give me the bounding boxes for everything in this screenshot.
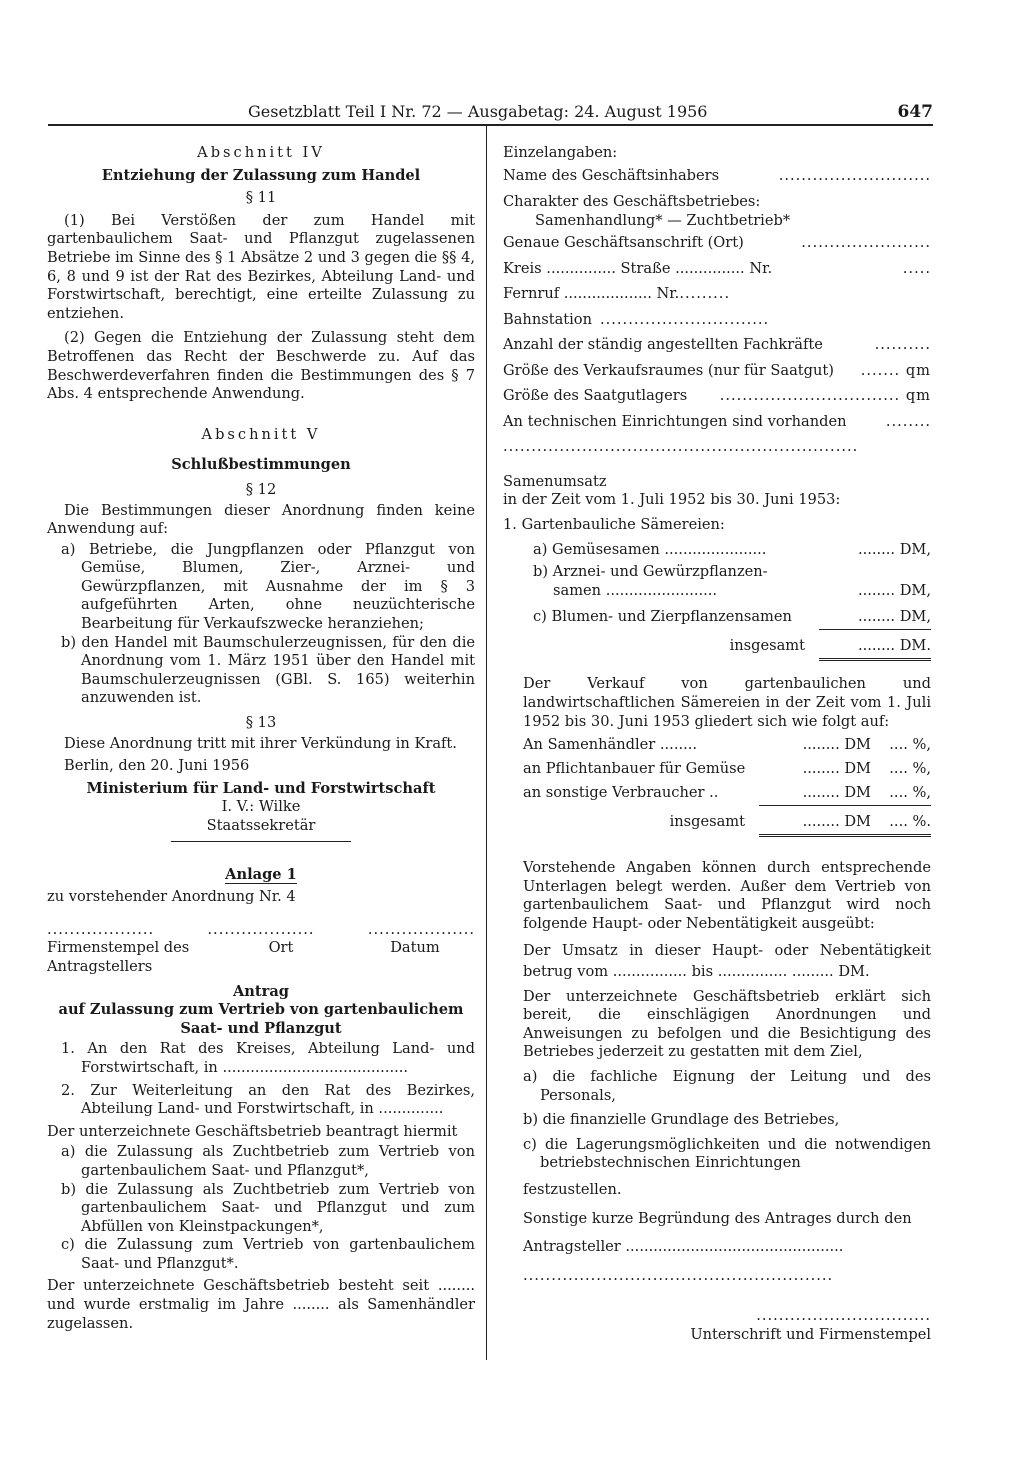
paragraph-number: § 12 bbox=[245, 480, 277, 498]
dotted-line: ....................................................... bbox=[523, 1266, 834, 1284]
samenumsatz-label: Samenumsatz bbox=[503, 472, 607, 490]
form-field: Größe des Verkaufsraumes (nur für Saatgut) ....... qm bbox=[503, 361, 931, 379]
list-item: a) die fachliche Eignung der Leitung und des Personals, bbox=[523, 1068, 931, 1104]
festzustellen-text: festzustellen. bbox=[523, 1180, 622, 1198]
amount-row: a) Gemüsesamen ...................... ........ DM, bbox=[533, 541, 931, 559]
page-header bbox=[48, 102, 933, 126]
right-column bbox=[503, 144, 931, 1345]
list-item: c) die Zulassung zum Vertrieb von gartenbaulichem Saat- und Pflanzgut*. bbox=[61, 1236, 475, 1272]
signature-labels-row bbox=[47, 939, 475, 976]
list-item: 1. An den Rat des Kreises, Abteilung Land- und Forstwirtschaft, in ........................................ bbox=[61, 1040, 475, 1076]
form-field: Kreis ............... Straße ............... Nr. ..... bbox=[503, 259, 931, 277]
list-item: 1. Gartenbauliche Sämereien: bbox=[503, 515, 725, 533]
list-item: 2. Zur Weiterleitung an den Rat des Bezirkes, Abteilung Land- und Forstwirtschaft, in .............. bbox=[61, 1081, 475, 1118]
ministry-name: Ministerium für Land- und Forstwirtschaft bbox=[86, 779, 436, 797]
sales-total-row: insgesamt ........ DM .... %. bbox=[503, 810, 931, 837]
signature-dots: ............................... bbox=[756, 1307, 931, 1325]
signature-dots: ................... bbox=[207, 920, 315, 938]
section-title: Schlußbestimmungen bbox=[171, 456, 351, 474]
paragraph-number: § 13 bbox=[245, 714, 277, 732]
paragraph-text: (2) Gegen die Entziehung der Zulassung steht dem Betroffenen das Recht der Beschwerde zu. Auf das Beschwerdeverfahren finden die Bestimmungen des § 7 Abs. 4 entsprechende Anwendung. bbox=[47, 329, 475, 403]
signature-label-place: Ort bbox=[268, 939, 294, 957]
form-field: Genaue Geschäftsanschrift (Ort) ....................... bbox=[503, 234, 931, 252]
paragraph-text: Der unterzeichnete Geschäftsbetrieb besteht seit ........ und wurde erstmalig im Jahre ........ als Samenhändler zugelassen. bbox=[47, 1277, 475, 1332]
form-field: Samenhandlung* — Zuchtbetrieb* bbox=[535, 212, 791, 230]
paragraph-text: Die Bestimmungen dieser Anordnung finden keine Anwendung auf: bbox=[47, 501, 475, 538]
separator-rule bbox=[171, 841, 351, 842]
signature-dots-row bbox=[47, 921, 475, 940]
paragraph-text: Sonstige kurze Begründung des Antrages durch den bbox=[523, 1209, 912, 1227]
amount-label: b) Arznei- und Gewürzpflanzen- bbox=[533, 563, 768, 581]
section-heading: Abschnitt V bbox=[201, 425, 321, 443]
section-title: Entziehung der Zulassung zum Handel bbox=[101, 166, 421, 184]
paragraph-text: (1) Bei Verstößen der zum Handel mit gartenbaulichem Saat- und Pflanzgut zugelassenen Betriebe im Sinne des § 1 Absätze 2 und 3 gegen die §§ 4, 6, 8 und 9 ist der Rat des Bezirkes, Abteilung Land- und Forstwirtschaft, berechtigt, eine erteilte Zulassung zu entziehen. bbox=[47, 211, 475, 322]
sales-row: An Samenhändler ........ ........ DM .... %, bbox=[523, 736, 931, 754]
paragraph-text: Diese Anordnung tritt mit ihrer Verkündung in Kraft. bbox=[64, 734, 457, 752]
header-title: Gesetzblatt Teil I Nr. 72 — Ausgabetag: 24. August 1956 bbox=[248, 102, 708, 121]
paragraph-text: Vorstehende Angaben können durch entsprechende Unterlagen belegt werden. Außer dem Vertrieb von gartenbaulichem Saat- und Pflanzgut wird noch folgende Haupt- oder Nebentätigkeit ausgeübt: bbox=[523, 859, 931, 933]
signature-dots: ................... bbox=[367, 920, 475, 938]
form-field: An technischen Einrichtungen sind vorhanden ........ bbox=[503, 412, 931, 430]
paragraph-text: Der Umsatz in dieser Haupt- oder Nebentätigkeit betrug vom ................ bis ............... ......... DM. bbox=[523, 941, 931, 980]
antrag-subtitle: Saat- und Pflanzgut bbox=[180, 1019, 342, 1037]
antrag-title: Antrag bbox=[232, 982, 290, 1000]
anlage-title: Anlage 1 bbox=[225, 865, 297, 883]
signer-title: Staatssekretär bbox=[206, 817, 316, 834]
form-field: Fernruf ................... Nr. ......... bbox=[503, 285, 731, 303]
signature-caption: Unterschrift und Firmenstempel bbox=[690, 1325, 931, 1343]
list-item: b) die Zulassung als Zuchtbetrieb zum Vertrieb von gartenbaulichem Saat- und Pflanzgut und zum Abfüllen von Kleinstpackungen*, bbox=[61, 1180, 475, 1235]
signature-dots: ................... bbox=[47, 920, 155, 938]
anlage-subtitle: zu vorstehender Anordnung Nr. 4 bbox=[47, 888, 296, 906]
amount-row: c) Blumen- und Zierpflanzensamen ........ DM, bbox=[503, 605, 931, 630]
date-line: Berlin, den 20. Juni 1956 bbox=[64, 757, 250, 775]
list-item: c) die Lagerungsmöglichkeiten und die notwendigen betriebstechnischen Einrichtungen bbox=[523, 1135, 931, 1172]
sales-row: an Pflichtanbauer für Gemüse ........ DM .... %, bbox=[523, 760, 931, 778]
zeitraum-text: in der Zeit vom 1. Juli 1952 bis 30. Juni 1953: bbox=[503, 491, 841, 509]
dotted-line: ............................................................... bbox=[503, 438, 859, 456]
signature-label-date: Datum bbox=[390, 939, 440, 957]
list-item: a) die Zulassung als Zuchtbetrieb zum Vertrieb von gartenbaulichem Saat- und Pflanzgut*, bbox=[61, 1143, 475, 1179]
signer: I. V.: Wilke bbox=[221, 798, 301, 816]
paragraph-text: Der Verkauf von gartenbaulichen und landwirtschaftlichen Sämereien in der Zeit vom 1. Juli 1952 bis 30. Juni 1953 gliedert sich wie folgt auf: bbox=[523, 675, 931, 730]
section-heading: Abschnitt IV bbox=[197, 144, 325, 161]
form-field: Charakter des Geschäftsbetriebes: bbox=[503, 193, 761, 211]
form-field: Anzahl der ständig angestellten Fachkräfte .......... bbox=[503, 336, 931, 354]
paragraph-text: Der unterzeichnete Geschäftsbetrieb beantragt hiermit bbox=[47, 1122, 458, 1140]
einzelangaben-label: Einzelangaben: bbox=[503, 144, 618, 161]
signature-label-stamp: Firmenstempel des Antragstellers bbox=[47, 939, 190, 975]
paragraph-number: § 11 bbox=[245, 189, 277, 207]
list-item: a) Betriebe, die Jungpflanzen oder Pflanzgut von Gemüse, Blumen, Zier-, Arznei- und Gewürzpflanzen, mit Ausnahme der im § 3 aufgeführten Arten, ohne neuzüchterische Bearbeitung für Verkaufszwecke heranziehen; bbox=[61, 540, 475, 633]
amount-row: samen ........................ ........ DM, bbox=[553, 582, 931, 600]
form-field: Bahnstation .............................. bbox=[503, 310, 770, 328]
header-rule bbox=[48, 124, 933, 126]
paragraph-text: Der unterzeichnete Geschäftsbetrieb erklärt sich bereit, die einschlägigen Anordnungen und Anweisungen zu befolgen und die Besichtigung des Betriebes jederzeit zu gestatten mit dem Ziel, bbox=[523, 987, 931, 1061]
left-column bbox=[47, 144, 475, 1333]
list-item: b) den Handel mit Baumschulerzeugnissen, für den die Anordnung vom 1. März 1951 über den Handel mit Baumschulerzeugnissen (GBl. S. 165) weiterhin anzuwenden ist. bbox=[61, 633, 475, 707]
antrag-subtitle: auf Zulassung zum Vertrieb von gartenbaulichem bbox=[58, 1001, 464, 1019]
column-divider bbox=[486, 126, 487, 1360]
page-number: 647 bbox=[897, 102, 933, 122]
form-field: Größe des Saatgutlagers ................................ qm bbox=[503, 387, 931, 405]
form-field: Name des Geschäftsinhabers ........................... bbox=[503, 166, 931, 184]
sales-row: an sonstige Verbraucher .. ........ DM .... %, bbox=[503, 781, 931, 806]
list-item: b) die finanzielle Grundlage des Betriebes, bbox=[523, 1111, 840, 1129]
amount-total-row: insgesamt ........ DM. bbox=[503, 634, 931, 661]
antragsteller-line: Antragsteller ............................................... bbox=[523, 1238, 844, 1256]
